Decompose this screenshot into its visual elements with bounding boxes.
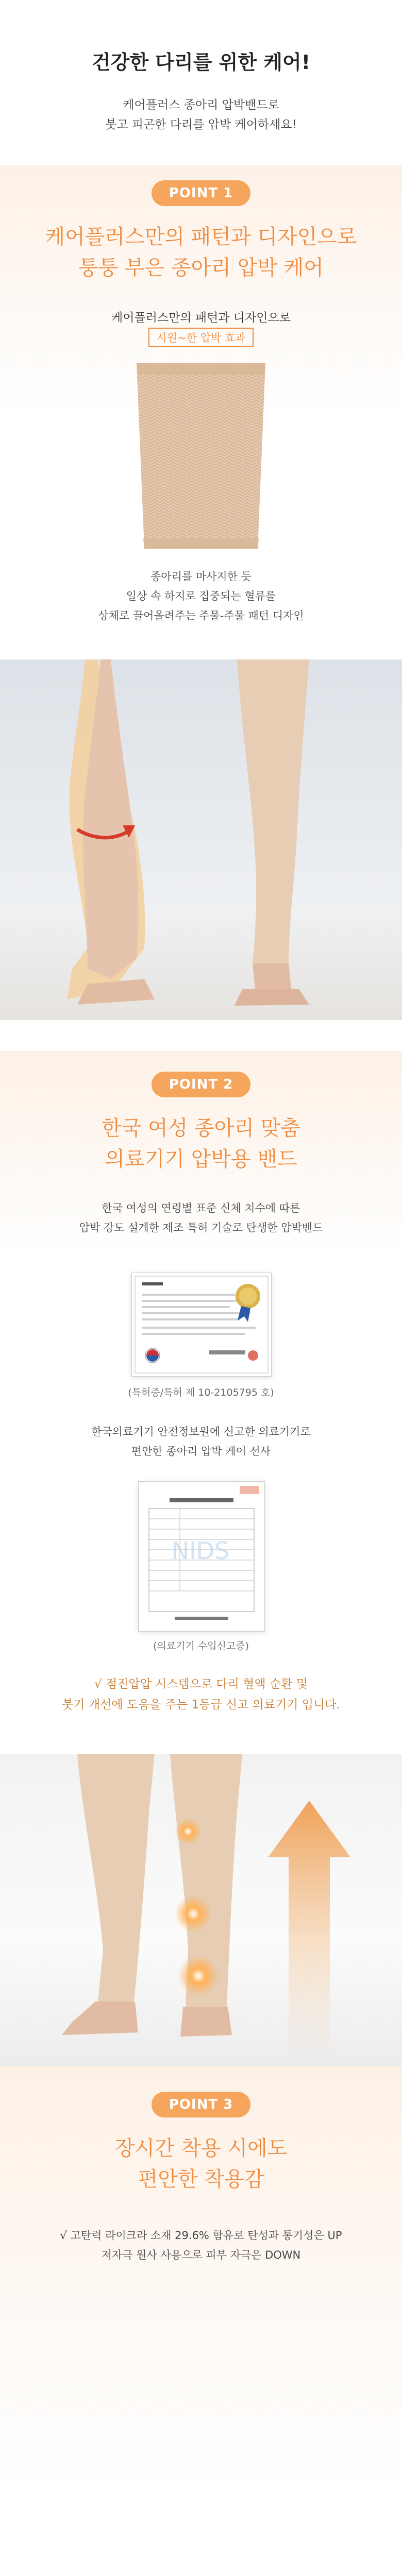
patent-certificate-image <box>131 1273 272 1377</box>
point2-badge: POINT 2 <box>152 1072 250 1097</box>
point2-headline-1: 한국 여성 종아리 맞춤 <box>102 1116 300 1140</box>
point2-headline-2: 의료기기 압박용 밴드 <box>105 1147 297 1171</box>
point1-sub: 케어플러스만의 패턴과 디자인으로 <box>111 311 291 325</box>
point1-badge: POINT 1 <box>152 180 250 206</box>
point3-section <box>0 2066 402 2576</box>
hero-title: 건강한 다리를 위한 케어! <box>91 51 311 74</box>
point3-check-1: √ 고탄력 라이크라 소재 29.6% 함유로 탄성과 통기성은 UP <box>60 2229 342 2242</box>
fabric-pattern-image <box>131 363 271 549</box>
point1-headline-2: 퉁퉁 부은 종아리 압박 케어 <box>78 256 324 280</box>
point2-section <box>0 1051 402 1875</box>
hero-section <box>0 46 402 134</box>
point1-headline-1: 케어플러스만의 패턴과 디자인으로 <box>45 225 357 249</box>
point2-desc-3: 한국의료기기 안전정보원에 신고한 의료기기로 <box>91 1426 311 1438</box>
point3-badge: POINT 3 <box>152 2092 250 2117</box>
point1-desc-2: 일상 속 하지로 집중되는 혈류를 <box>126 590 276 602</box>
point2-check-2: 붓기 개선에 도움을 주는 1등급 신고 의료기기 입니다. <box>62 1698 340 1711</box>
import-report-image <box>138 1481 265 1632</box>
point2-desc-4: 편안한 종아리 압박 케어 선사 <box>131 1445 271 1458</box>
point2-check-1: √ 점진압압 시스템으로 다리 혈액 순환 및 <box>94 1677 308 1691</box>
legs-photo <box>0 659 402 1020</box>
point2-desc-2: 압박 강도 설계한 제조 특허 기술로 탄생한 압박밴드 <box>79 1222 323 1234</box>
point1-highlight: 시원~한 압박 효과 <box>148 328 254 347</box>
compression-photo <box>0 1754 402 2066</box>
point2-desc-1: 한국 여성의 연령별 표준 신체 치수에 따른 <box>102 1202 300 1214</box>
point1-section <box>0 165 402 1051</box>
svg-text:NIDS: NIDS <box>171 1537 230 1565</box>
point1-desc-3: 상체로 끌어올려주는 주물-주물 패턴 디자인 <box>98 609 304 622</box>
point3-headline-1: 장시간 착용 시에도 <box>114 2137 288 2160</box>
report-caption: (의료기기 수입신고증) <box>153 1640 249 1652</box>
hero-line-2: 붓고 피곤한 다리를 압박 케어하세요! <box>105 118 297 131</box>
point1-desc-1: 종아리를 마사지한 듯 <box>150 570 252 583</box>
point1-desc <box>0 567 402 625</box>
patent-caption: (특허증/특허 제 10-2105795 호) <box>128 1387 274 1398</box>
point3-check-2: 저자극 원사 사용으로 피부 자극은 DOWN <box>101 2249 301 2261</box>
hero-line-1: 케어플러스 종아리 압박밴드로 <box>123 98 279 112</box>
point3-headline-2: 편안한 착용감 <box>138 2167 264 2191</box>
